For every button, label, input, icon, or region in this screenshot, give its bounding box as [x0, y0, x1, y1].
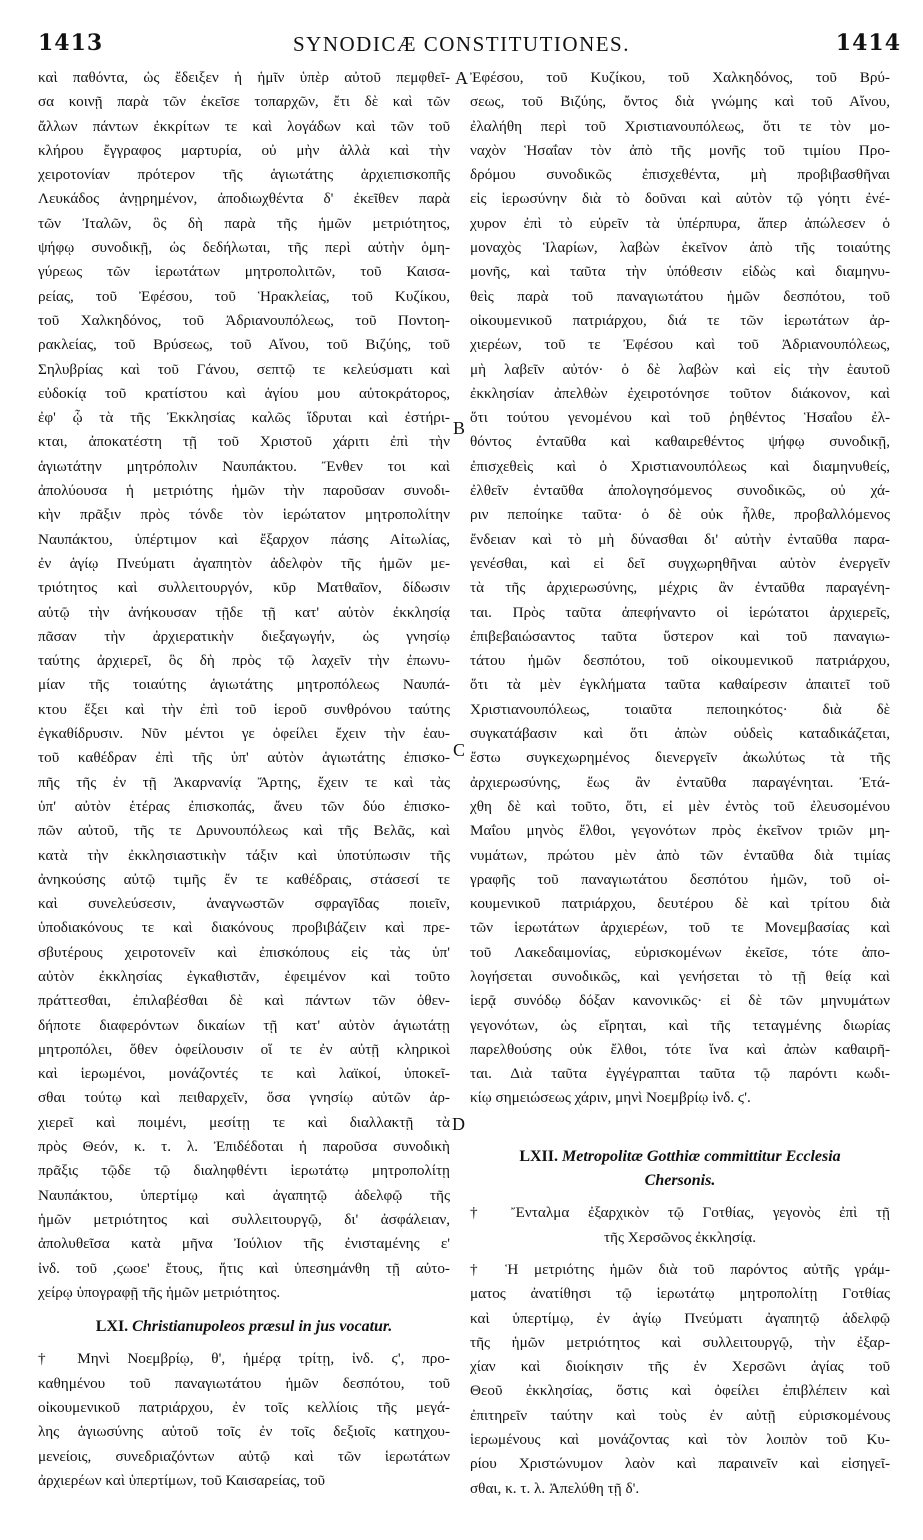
- text-line: ἐπιτηρεῖν ταύτην καὶ τοὺς ἐν αὐτῇ εὑρισκομένους: [470, 1406, 890, 1424]
- text-line: καὶ ἱερωμένοι, μονάζοντές τε καὶ λαϊκοί, ὑποκεῖ-: [38, 1065, 450, 1083]
- text-line: καθημένου τοῦ παναγιωτάτου ἡμῶν δεσπότου, τοῦ: [38, 1374, 450, 1392]
- margin-marker-d: D: [452, 1114, 465, 1134]
- text-line: ἀρχιερωσύνης, ἕως ἂν ἐνταῦθα παραγένηται. Ἐτά-: [470, 773, 890, 791]
- text-line: χιερεῖ καὶ ποιμένι, μεσίτῃ τε καὶ διαλλακτῇ τὰ: [38, 1113, 450, 1131]
- section-heading-line-1: [470, 1145, 890, 1169]
- text-line: Ναυπάκτου, ὑπερτίμῳ καὶ ἀγαπητῷ ἀδελφῷ τῆς: [38, 1186, 450, 1204]
- text-line: τῆς Χερσῶνος ἐκκλησίᾳ.: [603, 1228, 757, 1246]
- text-line: Χριστιανουπόλεως, τοιαῦτα πεποιηκότος· διὰ δὲ: [470, 700, 890, 718]
- text-line: † Ἔνταλμα ἐξαρχικὸν τῷ Γοτθίας, γεγονὸς ἐπὶ τῇ: [470, 1204, 890, 1222]
- text-line: τριότητος καὶ συλλειτουργόν, κῦρ Ματθαῖον, δίδωσιν: [38, 579, 450, 597]
- text-line: ρίου Χριστώνυμον λαὸν καὶ παραινεῖν καὶ εἰσηγεῖ-: [470, 1455, 890, 1473]
- text-line: ναχὸν Ἡσαΐαν τὸν ἀπὸ τῆς μονῆς τοῦ τιμίου Προ-: [470, 141, 890, 159]
- right-column-text-2: [470, 1201, 890, 1501]
- text-line: χυρον ἐπὶ τὸ εὑρεῖν τὰ ὑπέρπυρα, ἅπερ ἀπώλεσεν ὁ: [470, 214, 890, 232]
- text-line: ρακλείας, τοῦ Βρύσεως, τοῦ Αἴνου, τοῦ Βιζύης, τοῦ: [38, 336, 450, 354]
- text-line: Θεοῦ ἐκκλησίας, ὅστις καὶ ὀφείλει ἐπιβλέπειν καὶ: [470, 1382, 890, 1400]
- text-line: τῆς ἡμῶν μετριότητος καὶ συλλειτουργῷ, τὴν ἐξαρ-: [470, 1333, 890, 1351]
- text-line: Σηλυβρίας καὶ τοῦ Γάνου, σεπτῷ τε κελεύσματι καὶ: [38, 360, 450, 378]
- text-line: κλήρου ἔγγραφος μαρτυρία, οὐ μὴν ἀλλὰ καὶ τὴν: [38, 141, 450, 159]
- section-heading-lxii: [470, 1145, 890, 1194]
- text-line: δήποτε διαφερόντων δικαίων τῇ κατ' αὐτὸν ἁγιωτάτῃ: [38, 1016, 450, 1034]
- text-line: γύρεως τῶν ἱερωτάτων μητροπολιτῶν, τοῦ Καισα-: [38, 263, 450, 281]
- left-column-text-2: [38, 1347, 450, 1493]
- text-line: πρὸς Θεόν, κ. τ. λ. Ἐπιδέδοται ἡ παροῦσα συνοδικὴ: [38, 1138, 450, 1156]
- text-line: πῆς τῆς ἐν τῇ Ἀκαρνανίᾳ Ἄρτης, ἔχειν τε καὶ τὰς: [38, 773, 450, 791]
- text-line: ὑποδιακόνους τε καὶ διακόνους προβιβάζειν καὶ πρε-: [38, 919, 450, 937]
- text-line: σθαι, κ. τ. λ. Ἀπελύθη τῇ δ'.: [470, 1479, 640, 1497]
- text-line: χθη δὲ καὶ τοῦτο, ὅτι, εἰ μὲν ἐντὸς τοῦ ἐλευσομένου: [470, 797, 890, 815]
- text-line: ψήφῳ συνοδικῇ, ὡς δεδήλωται, τῆς περὶ αὐτὴν ὁμη-: [38, 239, 450, 257]
- text-line: † Ἡ μετριότης ἡμῶν διὰ τοῦ παρόντος αὐτῆς γράμ-: [470, 1260, 890, 1278]
- text-line: ὅτι τούτου γενομένου καὶ τοῦ ῥηθέντος Ἡσαΐου ἐλ-: [470, 409, 890, 427]
- section-heading-lxi: [38, 1315, 450, 1339]
- text-line: ἀνηκούσης αὐτῷ τιμῆς ἔν τε καθέδραις, στάσεσί τε: [38, 870, 450, 888]
- text-line: οἰκουμενικοῦ πατριάρχου, ἐν τοῖς κελλίοις τῆς μεγά-: [38, 1399, 450, 1417]
- text-line: σθαι τούτῳ καὶ πειθαρχεῖν, ὅσα γνησίῳ αὐτῶν ἀρ-: [38, 1089, 450, 1107]
- text-line: συγκατάβασιν καὶ ὅτι ἀπὼν οὐδεὶς καταδικάζεται,: [470, 725, 890, 743]
- section-title: Christianupoleos præsul in jus vocatur.: [132, 1318, 393, 1336]
- text-line: ται. Πρὸς ταῦτα ἀπεφήναντο οἱ ἱερώτατοι ἀρχιερεῖς,: [470, 603, 890, 621]
- text-line: καὶ συνελεύσεσιν, ἀναγνωστῶν σφραγῖδας ποιεῖν,: [38, 895, 450, 913]
- section-number: LXII.: [519, 1147, 558, 1165]
- text-line: λης ἁγιωσύνης αὐτοῦ τοῖς ἐν τοῖς δεξιοῖς κατηχου-: [38, 1423, 450, 1441]
- text-line: ἀπολύουσα ἡ μετριότης ἡμῶν τὴν παροῦσαν συνοδι-: [38, 482, 450, 500]
- text-line: ἐγκαθίδρυσιν. Νῦν μέντοι γε ὀφείλει ἔχειν τὴν ἑαυ-: [38, 725, 450, 743]
- text-line: ἰνδ. τοῦ ,ϛωοε' ἔτους, ἥτις καὶ ὑπεσημάνθη τῇ αὐτο-: [38, 1259, 450, 1277]
- section-heading-line-2: Chersonis.: [644, 1172, 716, 1190]
- text-line: καὶ παθόντα, ὡς ἔδειξεν ἡ ἡμῖν ὑπὲρ αὐτοῦ πεμφθεῖ-: [38, 69, 450, 86]
- text-line: ἱερᾷ συνόδῳ δόξαν κανονικῶς· εἰ δὲ τῶν μηνυμάτων: [470, 992, 890, 1010]
- text-line: τὰ τῆς ἀρχιερωσύνης, μέχρις ἂν ἐνταῦθα παραγένη-: [470, 579, 890, 597]
- text-line: κουμενικοῦ πατριάρχου, δευτέρου δὲ καὶ τρίτου διὰ: [470, 895, 890, 913]
- text-line: ἁγιωτάτην μητρόπολιν Ναυπάκτου. Ἔνθεν τοι καὶ: [38, 457, 450, 475]
- text-line: Ναυπάκτου, ὑπέρτιμον καὶ ἔξαρχον πάσης Αἰτωλίας,: [38, 530, 450, 548]
- text-line: ματος ἀνατίθησι τῷ ἱερωτάτῳ μητροπολίτῃ Γοτθίας: [470, 1285, 890, 1303]
- text-line: ἐν ἁγίῳ Πνεύματι ἀγαπητὸν ἀδελφὸν τῆς ἡμῶν με-: [38, 554, 450, 572]
- section-number: LXI.: [95, 1318, 129, 1336]
- text-line: κὴν πρᾶξιν πρὸς τόνδε τὸν ἱερώτατον μητροπολίτην: [38, 506, 450, 524]
- text-line: λογήσεται συνοδικῶς, καὶ γενήσεται τὸ τῇ θείᾳ καὶ: [470, 967, 890, 985]
- text-line: πρᾶξις τῷδε τῷ διαληφθέντι ἱερωτάτῳ μητροπολίτῃ: [38, 1162, 450, 1180]
- text-line: τοῦ Λακεδαιμονίας, εὑρισκομένων ἐκεῖσε, τότε ἀπο-: [470, 943, 890, 961]
- text-line: τῶν Ἰταλῶν, ὃς δὴ παρὰ τῆς ἡμῶν μετριότητος,: [38, 214, 450, 232]
- text-line: μὴ λαβεῖν αὐτόν· ὁ δὲ λαβὼν καὶ εἰς τὴν ἑαυτοῦ: [470, 360, 890, 378]
- text-line: ἔστω συγκεχωρημένος διενεργεῖν ἀκωλύτως τὰ τῆς: [470, 749, 890, 767]
- text-line: αὐτῷ τὴν ἀνήκουσαν τῇδε τῇ κατ' αὐτὸν ἐκκλησίᾳ: [38, 603, 450, 621]
- text-line: ὑπ' αὐτὸν ἑτέρας ἐπισκοπάς, ἄνευ τῶν δύο ἐπισκο-: [38, 797, 450, 815]
- text-line: παρελθούσης οὐκ ἔλθοι, τότε ἵνα καὶ ἀπὼν καθαιρῆ-: [470, 1040, 890, 1058]
- text-line: μονῆς, καὶ ταῦτα τὴν ὑπόθεσιν εἰδὼς καὶ διαμηνυ-: [470, 263, 890, 281]
- text-line: ἔνδειαν καὶ τὸ μὴ δύνασθαι δι' αὐτὴν ἐνταῦθα παρα-: [470, 530, 890, 548]
- text-line: μοναχὸς Ἱλαρίων, λαβὼν ἐκεῖνον ἀπὸ τῆς τοιαύτης: [470, 239, 890, 257]
- margin-marker-c: C: [453, 740, 466, 760]
- text-line: ἐλαλήθη περὶ τοῦ Χριστιανουπόλεως, ὅτι τε τὸν μο-: [470, 117, 890, 135]
- text-line: ἱερωμένους καὶ μονάζοντας καὶ τὸν λοιπὸν τοῦ Κυ-: [470, 1431, 890, 1449]
- page-number-right: 1414: [835, 30, 901, 56]
- text-line: ἄλλων πάντων ἐκκρίτων τε καὶ λογάδων καὶ τῶν τοῦ: [38, 117, 450, 135]
- text-line: νυμάτων, πρώτου μὲν ἀπὸ τῶν ἐνταῦθα διὰ τιμίας: [470, 846, 890, 864]
- text-line: κται, ἀποκατέστη τῇ τοῦ Χριστοῦ χάριτι ἐπὶ τὴν: [38, 433, 450, 451]
- text-line: ὅτι τὰ μὲν ἐγκλήματα ταῦτα καθαίρεσιν ἀπαιτεῖ τοῦ: [470, 676, 890, 694]
- text-line: θόντος ἐνταῦθα καὶ καθαιρεθέντος ψήφῳ συνοδικῇ,: [470, 433, 890, 451]
- text-line: χίαν καὶ διοίκησιν τῆς ἐν Χερσῶνι ἁγίας τοῦ: [470, 1358, 890, 1376]
- text-line: χιερέων, τοῦ τε Ἐφέσου καὶ τοῦ Ἀδριανουπόλεως,: [470, 336, 890, 354]
- text-line: πᾶσαν τὴν ἀρχιερατικὴν διεξαγωγήν, ὡς γνησίῳ: [38, 627, 450, 645]
- text-line: ται. Διὰ ταῦτα ἐγγέγραπται ταῦτα τῷ παρόντι κωδι-: [470, 1065, 890, 1083]
- text-line: χειροτονίαν πρότερον τῆς ἁγιωτάτης ἀρχιεπισκοπῆς: [38, 166, 450, 184]
- text-line: μίαν τῆς τοιαύτης ἁγιωτάτης μητροπόλεως Ναυπά-: [38, 676, 450, 694]
- text-line: μητροπόλει, ὅθεν ὀφείλουσιν οἵ τε ἐν αὐτῇ κληρικοὶ: [38, 1040, 450, 1058]
- text-line: ταύτης ἀρχιερεῖ, ὃς δὴ πρὸς τῷ λαχεῖν τὴν ἐπωνυ-: [38, 652, 450, 670]
- text-line: τῶν ἱερωτάτων ἀρχιερέων, τοῦ τε Μονεμβασίας καὶ: [470, 919, 890, 937]
- text-line: καὶ ὑπερτίμῳ, ἐν ἁγίῳ Πνεύματι ἀγαπητῷ ἀδελφῷ: [470, 1309, 890, 1327]
- text-line: γραφῆς τοῦ παναγιωτάτου δεσπότου ἡμῶν, τοῦ οἰ-: [470, 870, 890, 888]
- text-line: θεὶς παρὰ τοῦ παναγιωτάτου ἡμῶν δεσπότου, τοῦ: [470, 287, 890, 305]
- text-line: ρείας, τοῦ Ἐφέσου, τοῦ Ἡρακλείας, τοῦ Κυζίκου,: [38, 287, 450, 305]
- text-line: ἐκκλησίαν ἀπελθὼν ἐχειροτόνησε τοῦτον διάκονον, καὶ: [470, 384, 890, 402]
- text-line: σα κοινῇ παρὰ τῶν ἐκεῖσε τοπαρχῶν, ἔτι δὲ καὶ τῶν: [38, 93, 450, 111]
- text-line: αὐτὸν ἐκκλησίας ἐγκαθιστᾶν, ἐφειμένον καὶ τοῦτο: [38, 967, 450, 985]
- text-line: ἐπιβεβαιώσαντος ταῦτα ὕστερον καὶ τοῦ παναγιω-: [470, 627, 890, 645]
- text-line: γεγονότων, ὡς εἴρηται, καὶ τῆς τεταγμένης διωρίας: [470, 1016, 890, 1034]
- text-line: σβυτέρους χειροτονεῖν καὶ ἐπισκόπους εἰς τὰς ὑπ': [38, 943, 450, 961]
- margin-marker-a: A: [455, 68, 468, 88]
- text-line: † Μηνὶ Νοεμβρίῳ, θ', ἡμέρᾳ τρίτῃ, ἰνδ. ϛ', προ-: [38, 1350, 450, 1368]
- text-line: Ἐφέσου, τοῦ Κυζίκου, τοῦ Χαλκηδόνος, τοῦ Βρύ-: [470, 69, 890, 86]
- text-line: κτου ἕξει καὶ τὴν ἐπὶ τοῦ ἱεροῦ συνθρόνου ταύτης: [38, 700, 450, 718]
- page-number-left: 1413: [38, 30, 104, 56]
- text-line: ἐλθεῖν ἐνταῦθα ἀπολογησόμενος συνοδικῶς, οὐ χά-: [470, 482, 890, 500]
- text-line: ἀπολυθεῖσα κατὰ μῆνα Ἰούλιον τῆς ἐνισταμένης ε': [38, 1235, 450, 1253]
- text-line: γενέσθαι, καὶ εἰ δεῖ συγχωρηθῆναι αὐτὸν ἐνεργεῖν: [470, 554, 890, 572]
- text-line: τοῦ καθέδραν ἐπὶ τῆς ὑπ' αὐτὸν ἁγιωτάτης ἐπισκο-: [38, 749, 450, 767]
- text-line: εὐδοκίᾳ τοῦ κρατίστου καὶ ἁγίου μου αὐτοκράτορος,: [38, 384, 450, 402]
- text-line: ἀρχιερέων καὶ ὑπερτίμων, τοῦ Καισαρείας, τοῦ: [38, 1471, 326, 1489]
- text-line: κατὰ τὴν ἐκκλησιαστικὴν τάξιν καὶ ὑποτύπωσιν τῆς: [38, 846, 450, 864]
- text-line: ἐφ' ᾧ τὰ τῆς Ἐκκλησίας καλῶς ἵδρυται καὶ ἐστήρι-: [38, 409, 450, 427]
- text-line: ἡμῶν μετριότητος καὶ συλλειτουργῷ, δι' ἀσφάλειαν,: [38, 1210, 450, 1228]
- text-line: πράττεσθαι, ἐπιλαβέσθαι δὲ καὶ πάντων τῶν ὁθεν-: [38, 992, 450, 1010]
- text-line: χείρῳ ὑπογραφῇ τῆς ἡμῶν μετριότητος.: [38, 1283, 281, 1301]
- text-line: σεως, τοῦ Βιζύης, ὄντος διὰ γνώμης καὶ τοῦ Αἴνου,: [470, 93, 890, 111]
- text-line: οἰκουμενικοῦ πατριάρχου, διά τε τῶν ἱερωτάτων ἀρ-: [470, 311, 890, 329]
- running-title: SYNODICÆ CONSTITUTIONES.: [292, 32, 630, 56]
- section-title: Metropolitæ Gotthiæ committitur Ecclesia: [562, 1147, 841, 1165]
- margin-marker-b: B: [453, 418, 466, 438]
- left-column: [38, 66, 450, 1493]
- text-line: δρόμου συνοδικῶς ἐπισχεθέντα, μὴ προβιβασθῆναι: [470, 166, 890, 184]
- text-line: ἐπισχεθεὶς καὶ ὁ Χριστιανουπόλεως καὶ διαμηνυθείς,: [470, 457, 890, 475]
- text-line: κίῳ σημειώσεως χάριν, μηνὶ Νοεμβρίῳ ἰνδ. ϛ'.: [470, 1089, 751, 1107]
- text-line: τάτου ἡμῶν δεσπότου, τοῦ οἰκουμενικοῦ πατριάρχου,: [470, 652, 890, 670]
- text-line: πῶν αὐτοῦ, τῆς τε Δρυνουπόλεως καὶ τῆς Βελᾶς, καὶ: [38, 822, 450, 840]
- text-line: εἰς ἱερωσύνην διὰ τὸ δοῦναι καὶ αὐτὸν τῷ γόητι ἐνέ-: [470, 190, 890, 208]
- text-line: Λευκάδος ἀνῃρημένον, ἀποδιωχθέντα δ' ἐκεῖθεν παρὰ: [38, 190, 450, 208]
- text-line: τοῦ Χαλκηδόνος, τοῦ Ἀδριανουπόλεως, τοῦ Ποντοη-: [38, 311, 450, 329]
- page-header: [0, 30, 923, 60]
- text-line: μενείοις, συνεδριαζόντων αὐτῷ καὶ τῶν ἱερωτάτων: [38, 1447, 450, 1465]
- right-column: [470, 66, 890, 1501]
- text-line: ριν πεποίηκε ταῦτα· ὁ δὲ οὐκ ἦλθε, προβαλλόμενος: [470, 506, 890, 524]
- right-column-text: [470, 66, 890, 1111]
- text-line: Μαΐου μηνὸς ἔλθοι, γεγονότων πρὸς ἐκεῖνον τριῶν μη-: [470, 822, 890, 840]
- left-column-text: [38, 66, 450, 1305]
